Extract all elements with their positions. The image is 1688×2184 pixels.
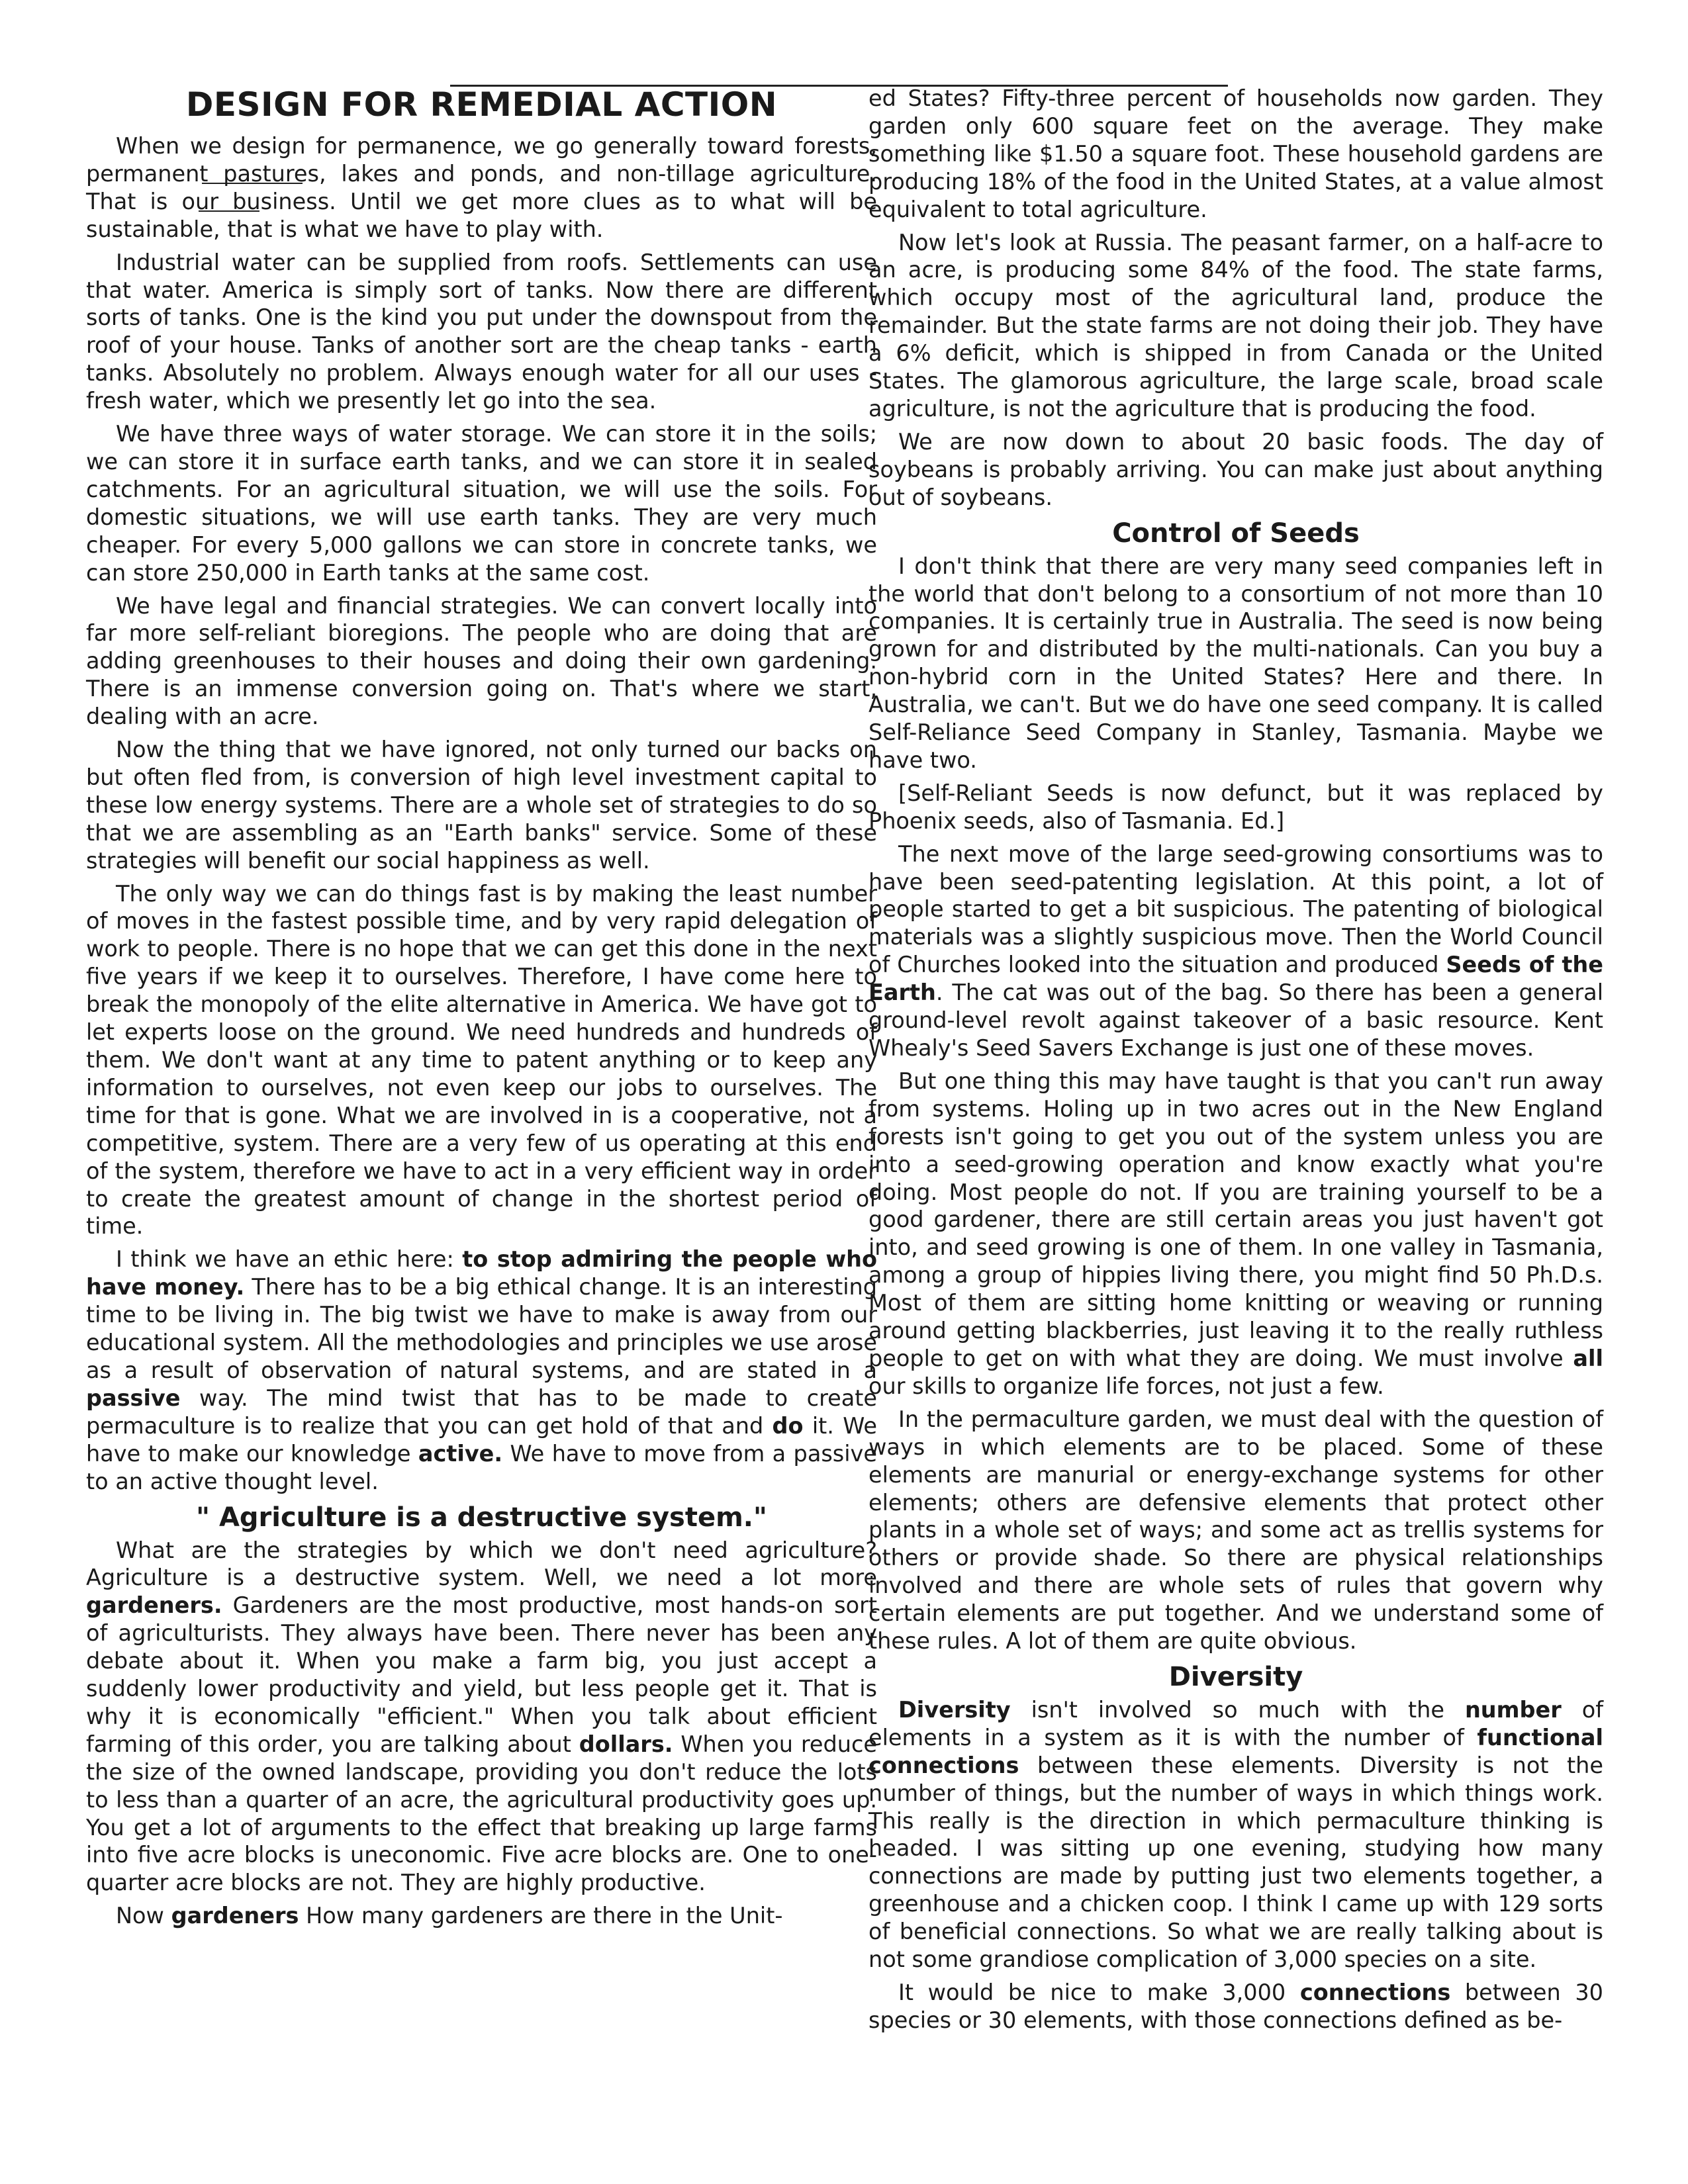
paragraph: The only way we can do things fast is by making the least number of moves in the fastest possible time, and by very rapid delegation of work to people. There is no hope that we can get this done in the next five years if we keep it to ourselves. Therefore, I have come here to break the monopoly of the elite alternative in America. We have got to let experts loose on the ground. We need hundreds and hundreds of them. We don't want at any time to patent anything or to keep any information to ourselves, not even keep our jobs to ourselves. The time for that is gone. What we are involved in is a cooperative, not a competitive, system. There are a very few of us operating at this end of the system, therefore we have to act in a very efficient way in order to create the greatest amount of change in the shortest period of time. [86,880,877,1240]
paragraph: In the permaculture garden, we must deal with the question of ways in which elements are to be placed. Some of these elements are manurial or energy-exchange systems for other elements; others are defensive elements that protect other plants in a whole set of ways; and some act as trellis systems for others or provide shade. So there are physical relationships involved and there are whole sets of rules that govern why certain elements are put together. And we understand some of these rules. A lot of them are quite obvious. [868,1406,1603,1655]
section-heading-agriculture: " Agriculture is a destructive system." [196,1502,767,1533]
paragraph: When we design for permanence, we go generally toward forests, permanent pastures, lakes and ponds, and non-tillage agriculture. That is our business. Until we get more clues as to what will be sustainable, that is what we have to play with. [86,133,877,242]
section-heading-diversity: Diversity [1168,1661,1303,1692]
article-title: DESIGN FOR REMEDIAL ACTION [185,85,778,124]
paragraph: What are the strategies by which we don't need agriculture? Agriculture is a destructive system. Well, we need a lot more gardeners. Gardeners are the most productive, most hands-on sort of agriculturists. They always have been. There never has been any debate about it. When you make a farm big, you just accept a suddenly lower productivity and yield, but less people get it. That is why it is economically "efficient." When you talk about efficient farming of this order, you are talking about dollars. When you reduce the size of the owned landscape, providing you don't reduce the lots to less than a quarter of an acre, the agricultural productivity goes up. You get a lot of arguments to the effect that breaking up large farms into five acre blocks is uneconomic. Five acre blocks are. One to one-quarter acre blocks are not. They are highly productive. [86,1537,877,1896]
paragraph: ed States? Fifty-three percent of households now garden. They garden only 600 square feet on the average. They make something like $1.50 a square foot. These household gardens are producing 18% of the food in the United States, at a value almost equivalent to total agriculture. [868,85,1603,222]
left-column [86,85,877,1935]
paragraph: I don't think that there are very many seed companies left in the world that don't belong to a consortium of not more than 10 companies. It is certainly true in Australia. The seed is now being grown for and distributed by the multi-nationals. Can you buy a non-hybrid corn in the United States? Here and there. In Australia, we can't. But we do have one seed company. It is called Self-Reliance Seed Company in Stanley, Tasmania. Maybe we have two. [868,553,1603,773]
paragraph: Industrial water can be supplied from roofs. Settlements can use that water. America is simply sort of tanks. Now there are different sorts of tanks. One is the kind you put under the downspout from the roof of your house. Tanks of another sort are the cheap tanks - earth tanks. Absolutely no problem. Always enough water for all our uses - fresh water, which we presently let go into the sea. [86,249,877,414]
paragraph: We have three ways of water storage. We can store it in the soils; we can store it in surface earth tanks, and we can store it in sealed catchments. For an agricultural situation, we will use the soils. For domestic situations, we will use earth tanks. They are very much cheaper. For every 5,000 gallons we can store in concrete tanks, we can store 250,000 in Earth tanks at the same cost. [86,421,877,586]
paragraph: But one thing this may have taught is that you can't run away from systems. Holing up in two acres out in the New England forests isn't going to get you out of the system unless you are into a seed-growing operation and know exactly what you're doing. Most people do not. If you are training yourself to be a good gardener, there are still certain areas you just haven't got into, and seed growing is one of them. In one valley in Tasmania, among a group of hippies living there, you might find 50 Ph.D.s. Most of them are sitting home knitting or weaving or running around getting blackberries, just leaving it to the really ruthless people to get on with what they are doing. We must involve all our skills to organize life forces, not just a few. [868,1068,1603,1399]
paragraph: The next move of the large seed-growing consortiums was to have been seed-patenting legislation. At this point, a lot of people started to get a bit suspicious. The patenting of biological materials was a slightly suspicious move. Then the World Council of Churches looked into the situation and produced Seeds of the Earth. The cat was out of the bag. So there has been a general ground-level revolt against takeover of a basic resource. Kent Whealy's Seed Savers Exchange is just one of these moves. [868,841,1603,1061]
right-column [868,85,1603,2040]
paragraph: I think we have an ethic here: to stop admiring the people who have money. There has to be a big ethical change. It is an interesting time to be living in. The big twist we have to make is away from our educational system. All the methodologies and principles we use arose as a result of observation of natural systems, and are stated in a passive way. The mind twist that has to be made to create permaculture is to realize that you can get hold of that and do it. We have to make our knowledge active. We have to move from a passive to an active thought level. [86,1246,878,1494]
paragraph: Now let's look at Russia. The peasant farmer, on a half-acre to an acre, is producing some 84% of the food. The state farms, which occupy most of the agricultural land, produce the remainder. But the state farms are not doing their job. They have a 6% deficit, which is shipped in from Canada or the United States. The glamorous agriculture, the large scale, broad scale agriculture, is not the agriculture that is producing the food. [868,229,1603,422]
paragraph: [Self-Reliant Seeds is now defunct, but it was replaced by Phoenix seeds, also of Tasmania. Ed.] [868,780,1603,834]
paragraph: Diversity isn't involved so much with the number of elements in a system as it is with the number of functional connections between these elements. Diversity is not the number of things, but the number of ways in which things work. This really is the direction in which permaculture thinking is headed. I was sitting up one evening, studying how many connections are made by putting just two elements together, a greenhouse and a chicken coop. I think I came up with 129 sorts of beneficial connections. So what we are really talking about is not some grandiose complication of 3,000 species on a site. [868,1696,1603,1973]
section-heading-control-of-seeds: Control of Seeds [1112,518,1360,549]
paragraph: It would be nice to make 3,000 connections between 30 species or 30 elements, with those connections defined as be- [868,1979,1603,2033]
paragraph: Now gardeners How many gardeners are there in the Unit- [116,1903,783,1929]
paragraph: We have legal and financial strategies. We can convert locally into far more self-reliant bioregions. The people who are doing that are adding greenhouses to their houses and doing their own gardening. There is an immense conversion going on. That's where we start, dealing with an acre. [86,592,877,730]
paragraph: We are now down to about 20 basic foods. The day of soybeans is probably arriving. You can make just about anything out of soybeans. [868,428,1603,510]
paragraph: Now the thing that we have ignored, not only turned our backs on but often fled from, is conversion of high level investment capital to these low energy systems. There are a whole set of strategies to do so that we are assembling as an "Earth banks" service. Some of these strategies will benefit our social happiness as well. [86,737,877,874]
